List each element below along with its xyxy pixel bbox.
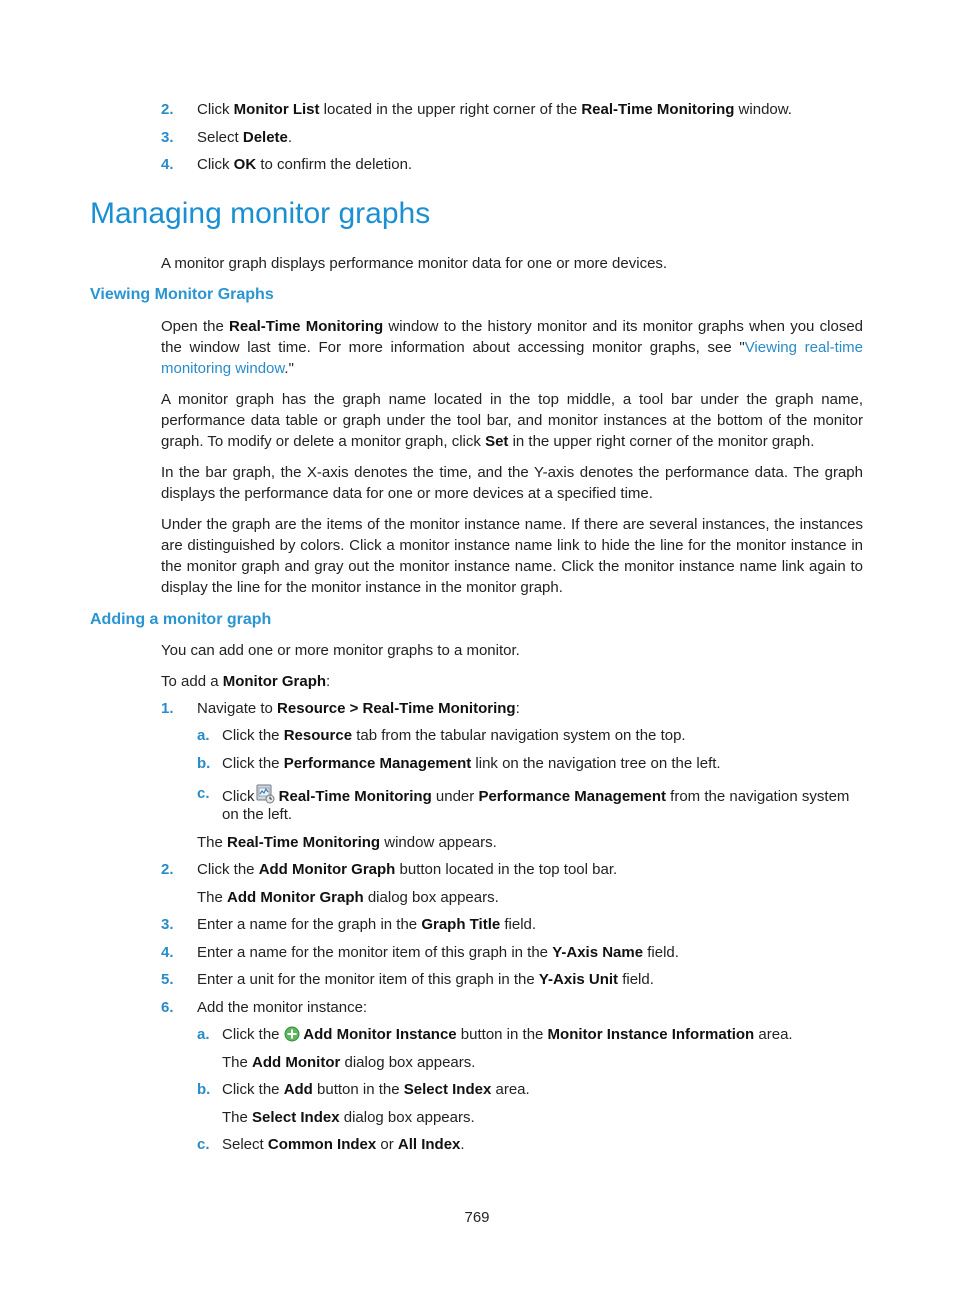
- subsection-title-viewing: Viewing Monitor Graphs: [90, 286, 274, 303]
- step-text: Enter a unit for the monitor item of this graph in the Y-Axis Unit field.: [197, 971, 654, 988]
- substep-letter: c.: [197, 1136, 210, 1153]
- page-number: 769: [464, 1209, 490, 1226]
- step-number: 4.: [161, 156, 174, 173]
- step-number: 5.: [161, 971, 174, 988]
- viewing-paragraph-1: Open the Real-Time Monitoring window to the history monitor and its monitor graphs when you closed the window last time. For more information about accessing monitor graphs, see "Viewing real-time monitoring window.": [161, 318, 864, 377]
- add-instance-icon: [284, 1026, 300, 1048]
- substep-text: Click Real-Time Monitoring under Performance Management from the navigation system: [222, 784, 849, 810]
- step-text: Click the Add Monitor Graph button located in the top tool bar.: [197, 861, 618, 878]
- adding-paragraph-1: You can add one or more monitor graphs to a monitor.: [161, 642, 520, 659]
- adding-paragraph-2: To add a Monitor Graph:: [161, 673, 331, 690]
- section-title: Managing monitor graphs: [90, 197, 431, 230]
- substep-letter: b.: [197, 1081, 211, 1098]
- substep-result: The Add Monitor dialog box appears.: [222, 1054, 476, 1071]
- substep-letter: a.: [197, 1026, 210, 1043]
- viewing-paragraph-2: A monitor graph has the graph name located in the top middle, a tool bar under the graph name, performance data table or graph under the tool bar, and monitor instances at the bottom of the monitor graph. To modify or delete a monitor graph, click Set in the upper right corner of the monitor graph.: [161, 391, 863, 450]
- step-text: Navigate to Resource > Real-Time Monitoring:: [197, 700, 520, 717]
- subsection-title-adding: Adding a monitor graph: [90, 611, 272, 628]
- substep-result: The Select Index dialog box appears.: [222, 1109, 475, 1126]
- substep-text: Click the Resource tab from the tabular navigation system on the top.: [222, 727, 686, 744]
- step-number: 4.: [161, 944, 174, 961]
- substep-text-continued: on the left.: [222, 806, 293, 823]
- substep-letter: b.: [197, 755, 211, 772]
- step-number: 3.: [161, 916, 174, 933]
- substep-text: Click the Add button in the Select Index area.: [222, 1081, 530, 1098]
- step-number: 2.: [161, 101, 174, 118]
- step-number: 3.: [161, 129, 174, 146]
- substep-text: Select Common Index or All Index.: [222, 1136, 465, 1153]
- step-text: Add the monitor instance:: [197, 999, 368, 1016]
- step-text: Click OK to confirm the deletion.: [197, 156, 413, 173]
- substep-letter: a.: [197, 727, 210, 744]
- substep-text: Click the Performance Management link on the navigation tree on the left.: [222, 755, 721, 772]
- step-text: Click Monitor List located in the upper right corner of the Real-Time Monitoring window.: [197, 101, 792, 118]
- step-number: 6.: [161, 999, 174, 1016]
- step-number: 2.: [161, 861, 174, 878]
- substep-letter: c.: [197, 785, 210, 802]
- step-text: Select Delete.: [197, 129, 293, 146]
- viewing-realtime-link[interactable]: Viewing real-time monitoring window: [161, 339, 863, 377]
- intro-paragraph: A monitor graph displays performance monitor data for one or more devices.: [161, 255, 668, 272]
- step-text: Enter a name for the monitor item of this graph in the Y-Axis Name field.: [197, 944, 679, 961]
- viewing-paragraph-4: Under the graph are the items of the monitor instance name. If there are several instances, the instances are distinguished by colors. Click a monitor instance name link to hide the line for the monitor instance in the monitor graph and gray out the monitor instance name. Click the monitor instance name link again to display the line for the monitor instance in the monitor graph.: [161, 516, 863, 596]
- viewing-paragraph-3: In the bar graph, the X-axis denotes the time, and the Y-axis denotes the performance data. The graph displays the performance data for one or more devices at a specified time.: [161, 464, 863, 502]
- step-number: 1.: [161, 700, 174, 717]
- step-result: The Real-Time Monitoring window appears.: [197, 834, 497, 851]
- step-result: The Add Monitor Graph dialog box appears.: [197, 889, 499, 906]
- substep-text: Click the Add Monitor Instance button in the Monitor Instance Information area.: [222, 1025, 793, 1048]
- step-text: Enter a name for the graph in the Graph Title field.: [197, 916, 537, 933]
